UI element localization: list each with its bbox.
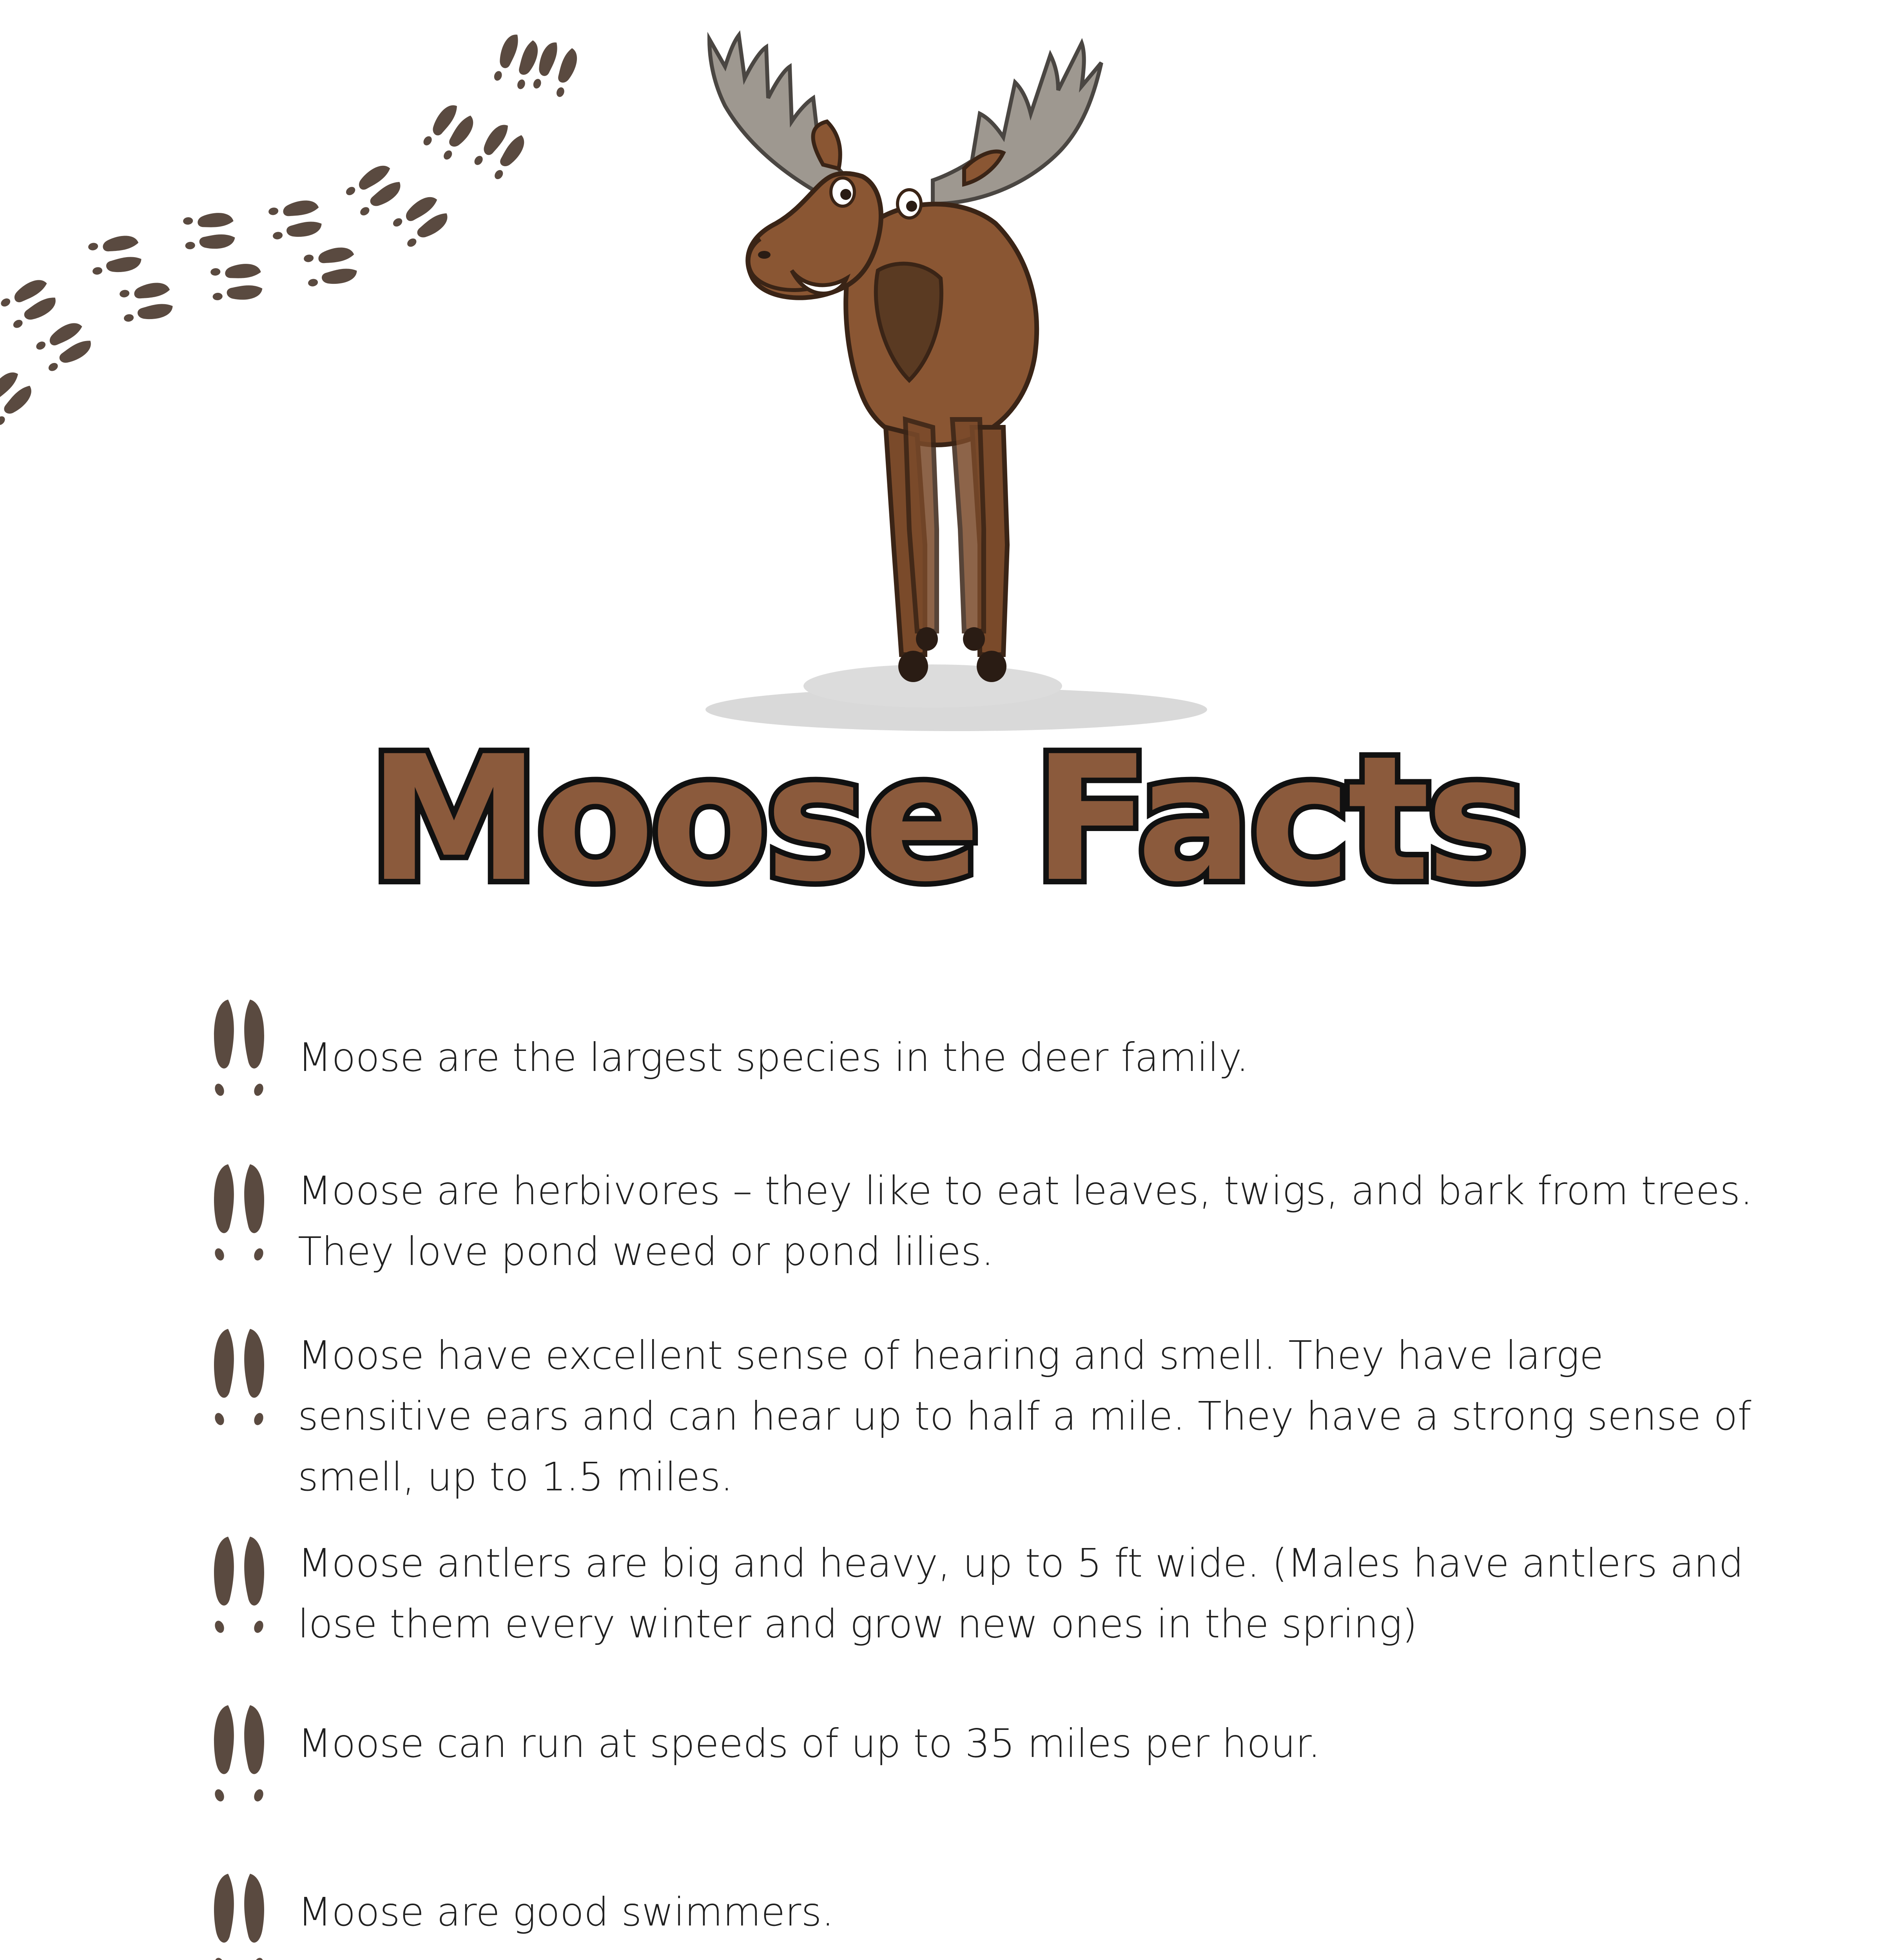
hoof-print-mark [268,198,323,242]
moose-illustration [635,20,1278,737]
fact-line: Moose are good swimmers. [298,1889,834,1935]
hoof-print-mark [34,318,95,374]
hoof-print-mark [0,275,60,331]
page-title [0,719,1893,920]
hoof-print-mark [183,212,236,252]
fact-line: sensitive ears and can hear up to half a mile. They have a strong sense of [298,1393,1752,1439]
fact-line: They love pond weed or pond lilies. [298,1229,994,1274]
moose-nostril [758,251,771,259]
hoof-print-mark [530,39,581,99]
page-title-text: Moose Facts [368,719,1525,920]
fact-line: smell, up to 1.5 miles. [298,1454,733,1500]
moose-legs [886,419,1007,655]
hoof-print-icon [208,1533,270,1639]
hoof-print-mark [343,161,405,219]
hoof-print-icon [208,1160,270,1266]
fact-line: Moose antlers are big and heavy, up to 5 ft wide. (Males have antlers and [298,1540,1744,1586]
hoof-print-mark [87,233,143,277]
hoof-print-mark [0,367,36,428]
fact-line: Moose are the largest species in the deer family. [298,1034,1249,1080]
hoof-print-mark [390,192,452,250]
hoof-print-mark [471,120,529,182]
hoof-print-icon [208,996,270,1102]
fact-line: lose them every winter and grow new ones in the spring) [298,1601,1418,1647]
hoof-print-mark [210,263,263,303]
hoof-print-icon [208,1870,270,1960]
hoof-print-mark [303,245,359,289]
hoof-print-mark [420,101,478,162]
fact-line: Moose are herbivores – they like to eat leaves, twigs, and bark from trees. [298,1168,1753,1214]
right-antler [933,43,1101,204]
hoof-print-icon [208,1701,270,1807]
hoof-print-icon [208,1325,270,1431]
fact-line: Moose can run at speeds of up to 35 miles per hour. [298,1720,1321,1766]
fact-line: Moose have excellent sense of hearing and smell. They have large [298,1332,1604,1378]
hoof-print-mark [119,280,174,324]
